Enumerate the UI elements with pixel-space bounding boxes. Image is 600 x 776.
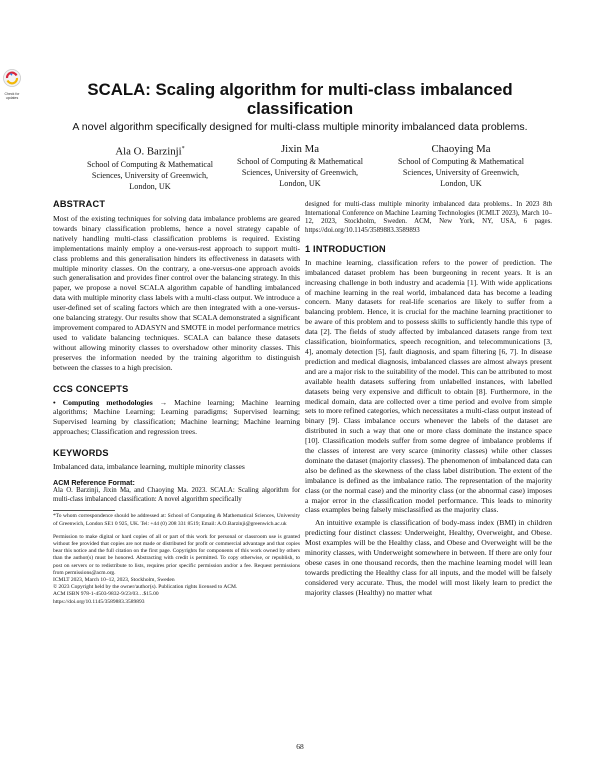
author-name: Jixin Ma [280,143,320,155]
author-affiliation: School of Computing & Mathematical [87,159,213,169]
right-column [305,201,552,598]
author-affiliation: Sciences, University of Greenwich, [91,170,209,180]
ccs-concepts: Machine learning; Machine learning algorithms; Machine Learning; Learning paradigms; Supervised learning; Supervised learning by classification; Machine learning; Machine learning approaches; Classification and regression trees. [53,397,301,437]
author-affiliation: London, UK [129,181,171,191]
paper-title: SCALA: Scaling algorithm for multi-class imbalanced classification [87,80,513,118]
author-block-2 [215,142,385,189]
paper-subtitle: A novel algorithm specifically designed for multi-class multiple minority imbalanced data problems. [72,121,528,133]
ccs-text [53,398,300,438]
introduction-paragraph-2: An intuitive example is classification of body-mass index (BMI) in children predicting four distinct classes: Underweight, Healthy, Overweight, and Obese. Most examples will be the Healthy class, and Obese and Overweight will be the minority classes, with Underweight somewhere in between. If there are only four obese cases in one thousand records, then the machine learning model will lean towards predicting the Healthy class for all inputs, and the model will be falsely considered very accurate. Thus, the model will most likely learn to predict the majority classes (Healthy) no matter what [305,518,552,597]
doi-link[interactable]: https://doi.org/10.1145/3589883.3589893 [53,598,145,605]
corresponding-author-mark: * [181,146,185,152]
isbn-line: ACM ISBN 978-1-4503-9832-9/23/03…$15.00 [53,591,159,598]
ccs-arrow: → [159,397,168,407]
check-for-updates-icon [1,66,23,92]
introduction-paragraph-1: In machine learning, classification refers to the power of prediction. The imbalanced dataset problem has been burgeoning in recent years. It is an increasing challenge in both industry and academia [1]. With wide applications of machine learning in the real world, imbalanced data has become a leading concern. Many datasets for real-life scenarios are likely to suffer from a balancing problem. Hence, it is crucial for the machine learning practitioner to be aware of this problem and to possess skills to sufficiently handle this type of data [2]. The fields of study affected by imbalanced datasets range from text classification, bioinformatics, speech recognition, and telecommunications [3, 4], anomaly detection [5], fault diagnosis, and spam filtering [6, 7]. In disease prediction and medical diagnosis, imbalanced classes are almost always present and are a major risk to the suitability of the model. This can be attributed to most available health datasets suffering from unlabelled instances, with labelled datasets being very expensive and difficult to obtain [8]. Furthermore, in the medical domain, data are collected over a time period and evolve from simple sets to more refined categories, which necessitates a multi-class output instead of binary [9]. Class imbalance occurs whenever the labels of the dataset are distributed in such a way that one or more class dominate the instance space [10]. Classification models suffer from some degree of imbalance problems if the classes of interest are very scarce (minority classes) while other classes dominate the dataset (majority classes). The phenomenon of imbalanced data can also be defined as the skewness of the class label distribution. The extent of the imbalance is defined as the imbalance ratio. The representation of the majority class (or the normal case) and the minority class (or the abnormal case) imposes a major error in the classification model performance. This leads to minority class examples being falsely misclassified as the majority class. [305,257,552,515]
acm-reference-heading: ACM Reference Format: [53,478,135,488]
keywords-heading: KEYWORDS [53,448,109,459]
page-number: 68 [296,742,304,751]
introduction-heading: 1 INTRODUCTION [305,243,386,254]
check-for-updates-label: Check for updates [4,92,20,100]
author-affiliation: Sciences, University of Greenwich, [402,168,520,177]
author-affiliation: School of Computing & Mathematical [237,157,363,166]
author-affiliation: London, UK [440,179,482,188]
correspondence-footnote: *To whom correspondence should be addressed at: School of Computing & Mathematical Sciences, University of Greenwich, London SE1 0 925, UK. Tel: +44 (0) 208 331 8519; Email: A.O.Barzinji@greenwich.ac.uk [53,513,300,527]
author-block-3 [376,142,546,189]
author-block-1 [65,142,235,192]
abstract-text: Most of the existing techniques for solving data imbalance problems are geared towards binary classification problems, hence a novel strategy capable of natively handling multi-class classification problems is required. Existing implementations mainly employ a one-versus-rest approach to support multi-class problems and this generalisation hinders its effectiveness in datasets with multiple minority classes. On the contrary, a one-versus-one approach avoids such generalisation and provides finer control over the balancing strategy. In this paper, we propose a novel SCALA algorithm capable of handling imbalanced data with multiple minority class labels with a multi-class output. We introduce a user-defined set of scaling factors which are then integrated with a one-versus-one balancing strategy. Our results show that SCALA demonstrated a significant improvement compared to ADASYN and SMOTE in model performance metrics used to validate balancing techniques. SCALA can balance these datasets without allowing minority classes to overshadow other minority classes. This preserves the information needed by the training algorithm to distinguish between the classes to a high precision. [53,214,300,372]
acm-reference-text: Ala O. Barzinji, Jixin Ma, and Chaoying Ma. 2023. SCALA: Scaling algorithm for multi-class imbalanced classification: A novel algorithm specifically [53,487,300,503]
author-name: Ala O. Barzinji* [115,145,185,158]
permission-notice: Permission to make digital or hard copies of all or part of this work for personal or classroom use is granted without fee provided that copies are not made or distributed for profit or commercial advantage and that copies bear this notice and the full citation on the first page. Copyrights for components of this work owned by others than the author(s) must be honored. Abstracting with credit is permitted. To copy otherwise, or republish, to post on servers or to redistribute to lists, requires prior specific permission and/or a fee. Request permissions from permissions@acm.org. [53,533,300,576]
keywords-text: Imbalanced data, imbalance learning, multiple minority classes [53,462,245,472]
copyright-line: © 2023 Copyright held by the owner/author(s). Publication rights licensed to ACM. [53,584,238,591]
left-column [53,199,300,606]
author-name: Chaoying Ma [431,143,491,155]
ccs-bullet: • Computing methodologies [53,397,153,407]
author-affiliation: Sciences, University of Greenwich, [241,168,359,177]
conference-line: ICMLT 2023, March 10–12, 2023, Stockholm, Sweden [53,577,175,584]
ccs-heading: CCS CONCEPTS [53,383,129,394]
abstract-heading: ABSTRACT [53,199,106,209]
footnote-rule [53,510,115,511]
check-for-updates-badge[interactable] [1,66,21,104]
acm-reference-continued: designed for multi-class multiple minority imbalanced data problems.. In 2023 8th International Conference on Machine Learning Technologies (ICMLT 2023), March 10–12, 2023, Stockholm, Sweden. ACM, New York, NY, USA, 6 pages. https://doi.org/10.1145/3589883.3589893 [305,201,552,235]
author-affiliation: School of Computing & Mathematical [398,157,524,166]
author-affiliation: London, UK [279,179,321,188]
